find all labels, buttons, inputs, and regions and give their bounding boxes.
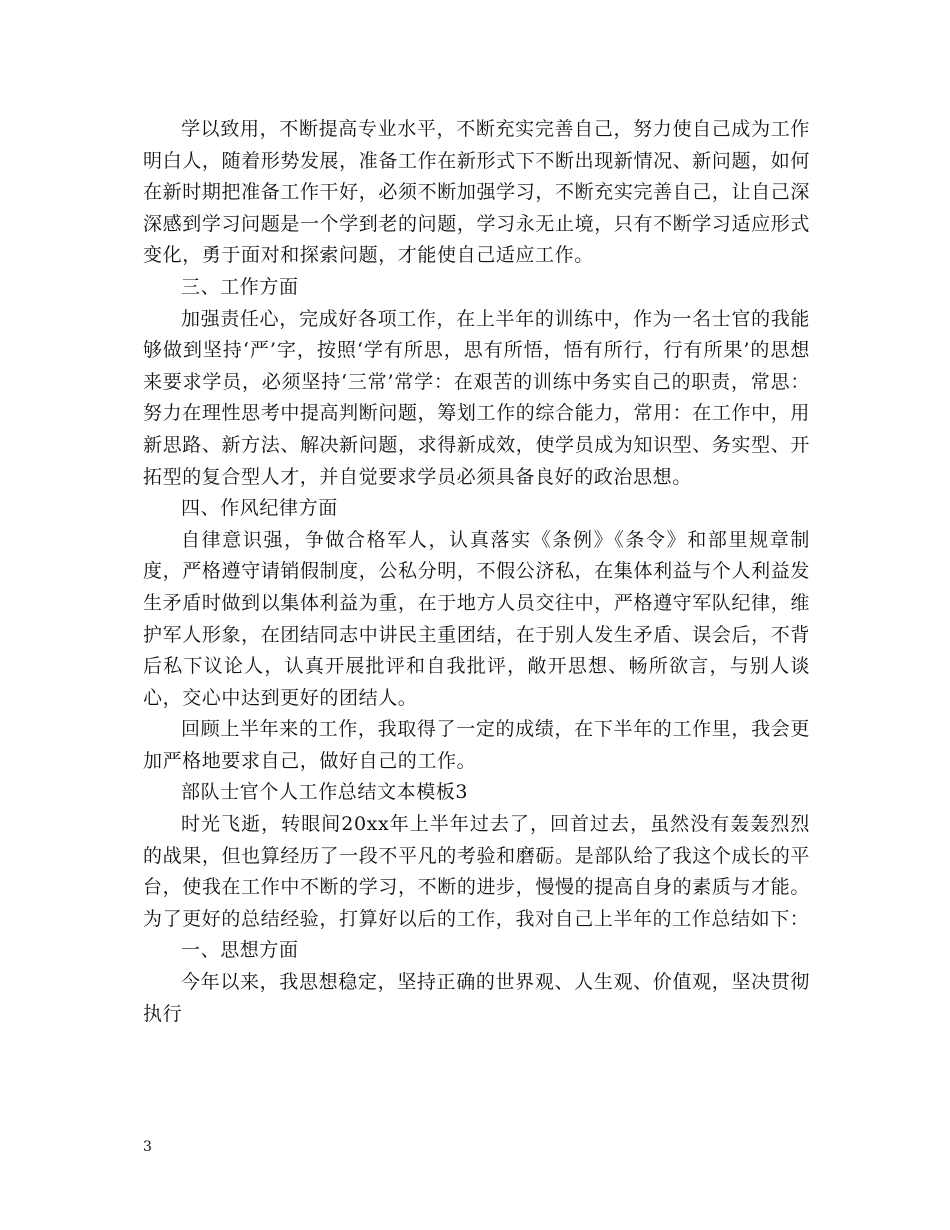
- page-number: 3: [143, 1139, 152, 1155]
- heading-discipline: 四、作风纪律方面: [181, 497, 338, 520]
- paragraph-review: 回顾上半年来的工作，我取得了一定的成绩，在下半年的工作里，我会更加严格地要求自己，做好自己的工作。: [143, 718, 810, 772]
- paragraph-intro: 时光飞逝，转眼间20xx年上半年过去了，回首过去，虽然没有轰轰烈烈的战果，但也算经历了一段不平凡的考验和磨砺。是部队给了我这个成长的平台，使我在工作中不断的学习，不断的进步，慢慢的提高自身的素质与才能。为了更好的总结经验，打算好以后的工作，我对自己上半年的工作总结如下：: [143, 813, 810, 930]
- heading-thought-aspect: 一、思想方面: [181, 939, 299, 962]
- paragraph-study: 学以致用，不断提高专业水平，不断充实完善自己，努力使自己成为工作明白人，随着形势发展，准备工作在新形式下不断出现新情况、新问题，如何在新时期把准备工作干好，必须不断加强学习，不断充实完善自己，让自己深深感到学习问题是一个学到老的问题，学习永无止境，只有不断学习适应形式变化，勇于面对和探索问题，才能使自己适应工作。: [143, 118, 810, 267]
- paragraph-work: 加强责任心，完成好各项工作，在上半年的训练中，作为一名士官的我能够做到坚持‘严’字，按照‘学有所思，思有所悟，悟有所行，行有所果’的思想来要求学员，必须坚持‘三常’常学：在艰苦的训练中务实自己的职责，常思：努力在理性思考中提高判断问题，筹划工作的综合能力，常用：在工作中，用新思路、新方法、解决新问题，求得新成效，使学员成为知识型、务实型、开拓型的复合型人才，并自觉要求学员必须具备良好的政治思想。: [143, 307, 810, 488]
- paragraph-thought: 今年以来，我思想稳定，坚持正确的世界观、人生观、价值观，坚决贯彻执行: [143, 971, 810, 1025]
- paragraph-discipline: 自律意识强，争做合格军人，认真落实《条例》《条令》和部里规章制度，严格遵守请销假制度，公私分明，不假公济私，在集体利益与个人利益发生矛盾时做到以集体利益为重，在于地方人员交往中，严格遵守军队纪律，维护军人形象，在团结同志中讲民主重团结，在于别人发生矛盾、误会后，不背后私下议论人，认真开展批评和自我批评，敞开思想、畅所欲言，与别人谈心，交心中达到更好的团结人。: [143, 528, 810, 709]
- heading-template-3: 部队士官个人工作总结文本模板3: [181, 781, 469, 804]
- document-body: [143, 114, 810, 1030]
- heading-work-aspect: 三、工作方面: [181, 275, 299, 298]
